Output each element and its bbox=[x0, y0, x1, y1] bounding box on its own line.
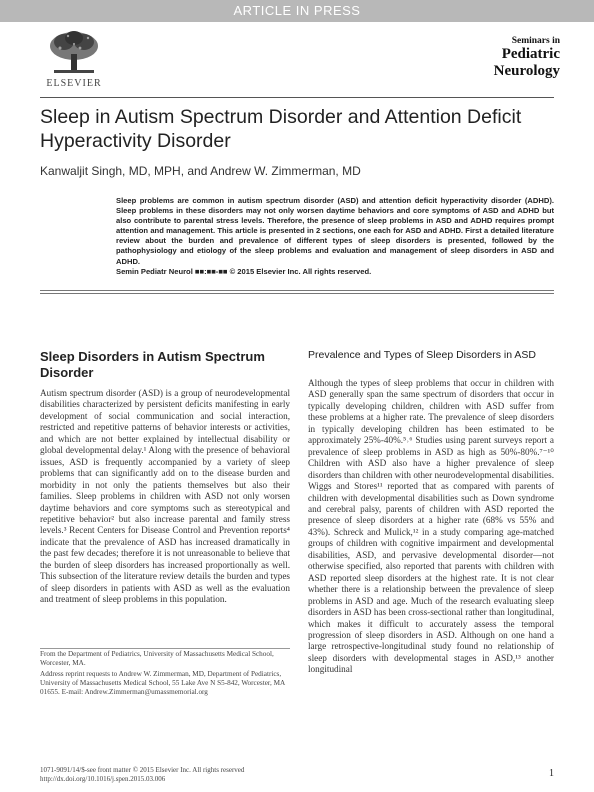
doi-line: http://dx.doi.org/10.1016/j.spen.2015.03.006 bbox=[40, 775, 166, 783]
journal-line-1: Seminars in bbox=[511, 36, 560, 46]
header-rule bbox=[40, 97, 554, 98]
footnote-address: Address reprint requests to Andrew W. Zimmerman, MD, Department of Pediatrics, University of Massachusetts Medical School, 55 Lake Ave N S5-842, Worcester, MA 01655. E-mail: Andrew.Zimmerman@umassmemorial.org bbox=[40, 670, 285, 696]
section-heading-left: Sleep Disorders in Autism Spectrum Disorder bbox=[40, 349, 265, 380]
section-heading-right: Prevalence and Types of Sleep Disorders in ASD bbox=[308, 349, 537, 361]
abstract-rule-top bbox=[40, 290, 554, 291]
citation-line: Semin Pediatr Neurol ■■:■■-■■ © 2015 Elsevier Inc. All rights reserved. bbox=[116, 266, 372, 276]
journal-line-2: Pediatric bbox=[501, 46, 560, 62]
journal-masthead bbox=[430, 36, 560, 96]
body-text-left: Autism spectrum disorder (ASD) is a group of neurodevelopmental disabilities characterized by persistent deficits manifesting in early development of social communication and social interaction, restricted and repetitive patterns of behavior interests or activities, and which are not better explained by intellectual disability or global developmental delay.¹ Along with the presence of behavioral issues, ASD is frequently accompanied by a variety of sleep problems that can significantly add on to the disease burden and morbidity in not only the patients themselves but also their families. Sleep problems in children with ASD not only worsen daytime behaviors and core symptoms such as stereotypical and repetitive behavior² but also increase parental and family stress levels.³ Recent Centers for Disease Control and Prevention reports⁴ indicate that the prevalence of ASD has increased dramatically in the past few decades; therefore it is not unreasonable to believe that the burden of sleep disorders has increased proportionally as well. This subsection of the literature review details the burden and types of sleep disorders in patients with ASD as well as the evaluation and treatment of sleep problems in this population. bbox=[40, 388, 290, 605]
journal-line-3: Neurology bbox=[493, 63, 560, 79]
footnote-rule bbox=[40, 648, 290, 649]
publication-info bbox=[40, 766, 290, 784]
footnote-affiliation: From the Department of Pediatrics, University of Massachusetts Medical School, Worcester, MA. bbox=[40, 650, 274, 667]
article-authors: Kanwaljit Singh, MD, MPH, and Andrew W. Zimmerman, MD bbox=[40, 164, 361, 178]
page-number: 1 bbox=[549, 768, 554, 779]
elsevier-wordmark: ELSEVIER bbox=[46, 78, 102, 89]
article-title: Sleep in Autism Spectrum Disorder and Attention Deficit Hyperactivity Disorder bbox=[40, 106, 522, 152]
elsevier-logo bbox=[40, 30, 108, 92]
footnotes bbox=[40, 650, 290, 697]
issn-line: 1071-9091/14/$-see front matter © 2015 Elsevier Inc. All rights reserved bbox=[40, 766, 245, 774]
abstract-rule-bottom bbox=[40, 293, 554, 294]
abstract-text: Sleep problems are common in autism spectrum disorder (ASD) and attention deficit hyperactivity disorder (ADHD). Sleep problems in these disorders may not only worsen daytime behaviors and core symptoms of ASD and ADHD but also contribute to parental stress levels. Therefore, the presence of sleep problems in ASD and ADHD requires prompt attention and management. This article is presented in 2 sections, one each for ASD and ADHD. First a detailed literature review about the burden and prevalence of different types of sleep disorders is presented, followed by the pathophysiology and etiology of the sleep problems and evaluation and management of sleep disorders in ASD and ADHD. bbox=[116, 196, 554, 266]
abstract bbox=[116, 196, 554, 277]
body-text-right: Although the types of sleep problems that occur in children with ASD generally span the same spectrum of disorders that occur in typically developing children, children with ASD suffer from these problems at a higher rate. The prevalence of sleep disorders in typically developing children has been estimated to be approximately 25%-40%.⁵˒⁶ Studies using parent surveys report a prevalence of sleep problems in ASD as high as 50%-80%.⁷⁻¹⁰ Children with ASD also have a higher prevalence of sleep disorders than children with other neurodevelopmental disabilities. Wiggs and Stores¹¹ reported that as compared with parents of children with developmental disabilities such as Down syndrome and cerebral palsy, parents of children with ASD reported the presence of sleep disorders at a higher rate (68% vs 55% and 43%). Schreck and Mulick,¹² in a study comparing age-matched groups of children with cognitive impairment and developmental disabilities, ASD, and pervasive developmental disorder—not otherwise specified, also reported that parents with children with ASD reported sleep disorders at the highest rate. It is not clear whether there is a relationship between the prevalence of sleep problems in ASD and age. Much of the research evaluating sleep disorders in ASD has been cross-sectional rather than longitudinal, which makes it difficult to accurately assess the temporal progression of sleep disorders in ASD. Although on one hand a large retrospective-longitudinal study found no relationship of sleep disorders with developmental stages in ASD,¹³ another longitudinal bbox=[308, 378, 554, 675]
article-in-press-banner: ARTICLE IN PRESS bbox=[0, 0, 594, 22]
elsevier-tree-icon bbox=[46, 30, 102, 76]
